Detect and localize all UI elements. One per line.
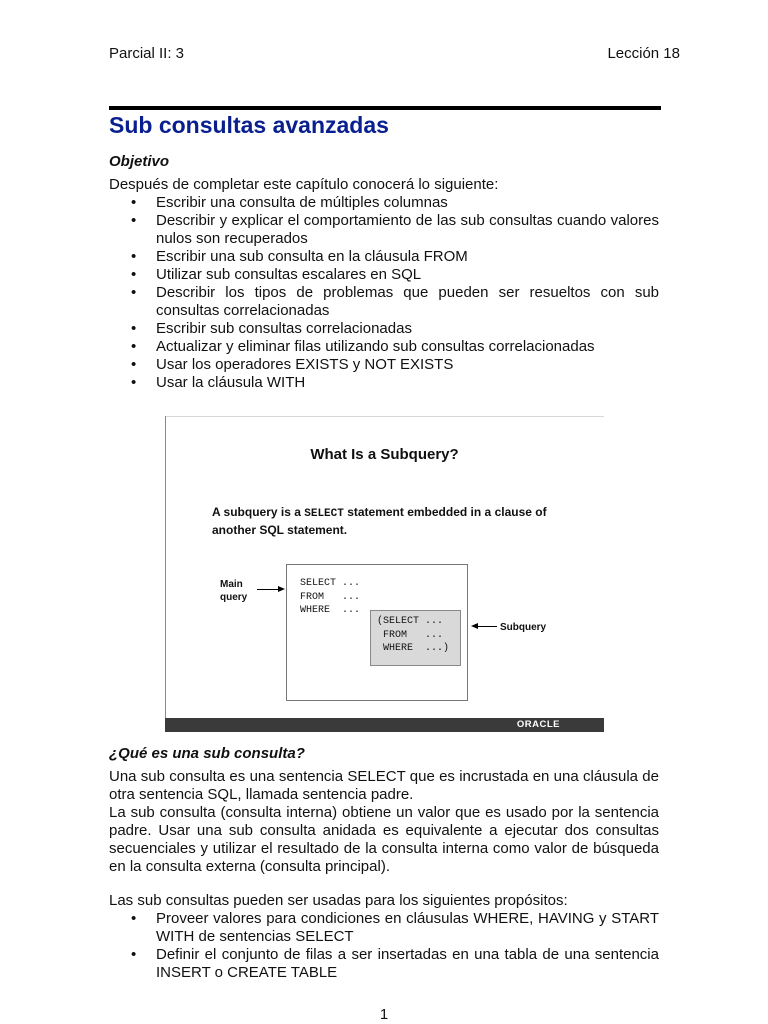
list-item-text: Actualizar y eliminar filas utilizando sub consultas correlacionadas <box>156 338 595 355</box>
list-item-text: Definir el conjunto de filas a ser insertadas en una tabla de una sentencia INSERT o CREATE TABLE <box>156 946 659 981</box>
list-item <box>131 320 659 338</box>
header-right: Lección 18 <box>607 45 680 62</box>
arrow-right-icon <box>257 589 279 590</box>
bullet-icon: • <box>131 266 137 283</box>
section-heading: ¿Qué es una sub consulta? <box>109 745 305 762</box>
list-item <box>131 946 659 982</box>
list-item-text: Escribir una sub consulta en la cláusula FROM <box>156 248 468 265</box>
subquery-label: Subquery <box>500 622 547 633</box>
list-item-text: Escribir una consulta de múltiples columnas <box>156 194 448 211</box>
page-number: 1 <box>379 1006 389 1023</box>
list-item <box>131 374 659 392</box>
list-item-text: Describir los tipos de problemas que pueden ser resueltos con sub consultas correlacionadas <box>156 284 659 319</box>
list-item-text: Escribir sub consultas correlacionadas <box>156 320 412 337</box>
list-item-text: Describir y explicar el comportamiento de las sub consultas cuando valores nulos son recuperados <box>156 212 659 247</box>
slide-desc-suffix: statement embedded in a clause of another SQL statement. <box>212 505 547 537</box>
objective-list <box>131 194 659 392</box>
list-item-text: Proveer valores para condiciones en cláusulas WHERE, HAVING y START WITH de sentencias SELECT <box>156 910 659 945</box>
bullet-icon: • <box>131 212 137 229</box>
list-item <box>131 356 659 374</box>
title-rule <box>109 106 661 110</box>
bullet-icon: • <box>131 284 137 301</box>
main-query-label: Main query <box>220 579 248 603</box>
list-item <box>131 284 659 320</box>
bullet-icon: • <box>131 946 137 963</box>
slide-description <box>212 504 572 538</box>
oracle-logo: ORACLE <box>516 719 560 730</box>
bullet-icon: • <box>131 356 137 373</box>
objective-heading: Objetivo <box>109 153 170 170</box>
list-item <box>131 248 659 266</box>
bullet-icon: • <box>131 194 137 211</box>
paragraph-2: La sub consulta (consulta interna) obtiene un valor que es usado por la sentencia padre. Usar una sub consulta anidada es equivalente a ejecutar dos consultas secuenciales y utilizar el resultado de la consulta interna como valor de búsqueda en la consulta externa (consulta principal). <box>109 804 659 875</box>
header-left: Parcial II: 3 <box>109 45 185 62</box>
slide-desc-keyword: SELECT <box>304 508 344 520</box>
list-item <box>131 338 659 356</box>
bullet-icon: • <box>131 910 137 927</box>
list-item <box>131 194 659 212</box>
list-item <box>131 266 659 284</box>
purposes-list <box>131 910 659 982</box>
slide-footer <box>165 718 604 732</box>
slide-title: What Is a Subquery? <box>310 446 459 463</box>
slide-left-border <box>165 416 166 732</box>
list-item <box>131 212 659 248</box>
bullet-icon: • <box>131 374 137 391</box>
paragraph-1: Una sub consulta es una sentencia SELECT que es incrustada en una cláusula de otra sentencia SQL, llamada sentencia padre. <box>109 768 659 803</box>
slide-top-border <box>165 416 604 417</box>
page-title: Sub consultas avanzadas <box>109 112 389 138</box>
bullet-icon: • <box>131 338 137 355</box>
list-item-text: Utilizar sub consultas escalares en SQL <box>156 266 422 283</box>
main-query-box <box>286 564 468 701</box>
list-item-text: Usar la cláusula WITH <box>156 374 306 391</box>
objective-intro: Después de completar este capítulo conocerá lo siguiente: <box>109 176 499 193</box>
arrow-left-icon <box>477 626 497 627</box>
list-item <box>131 910 659 946</box>
bullet-icon: • <box>131 320 137 337</box>
subquery-code: (SELECT ... FROM ... WHERE ...) <box>377 616 450 654</box>
subquery-box <box>370 610 461 666</box>
subquery-slide <box>165 416 604 732</box>
list-item-text: Usar los operadores EXISTS y NOT EXISTS <box>156 356 454 373</box>
bullet-icon: • <box>131 248 137 265</box>
main-query-code: SELECT ... FROM ... WHERE ... <box>300 578 361 616</box>
slide-desc-prefix: A subquery is a <box>212 505 305 519</box>
paragraph-3: Las sub consultas pueden ser usadas para los siguientes propósitos: <box>109 892 568 909</box>
